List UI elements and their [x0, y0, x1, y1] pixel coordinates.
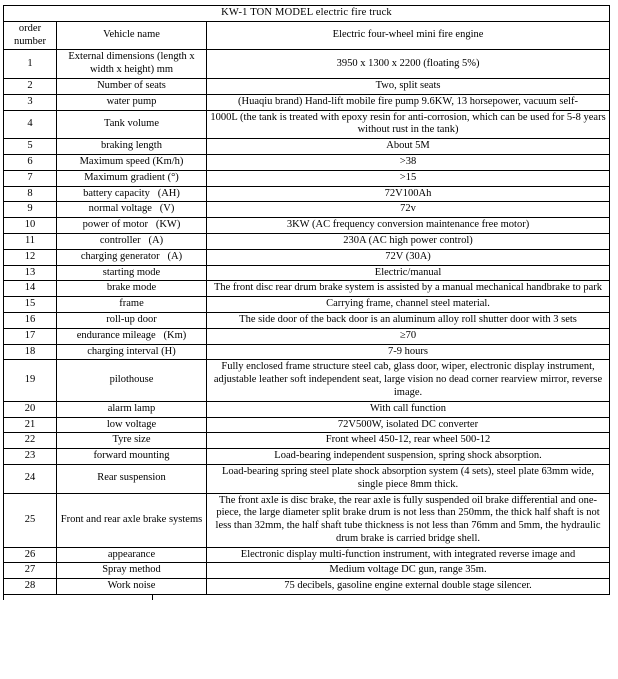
order-number-cell: 9 [4, 202, 57, 218]
spec-value-cell: 72V (30A) [207, 249, 610, 265]
vehicle-name-cell: water pump [57, 94, 207, 110]
vehicle-name-cell: low voltage [57, 417, 207, 433]
table-row [4, 449, 610, 465]
vehicle-name-cell: brake mode [57, 281, 207, 297]
order-number-cell: 13 [4, 265, 57, 281]
table-row [4, 401, 610, 417]
table-row [4, 464, 610, 493]
vehicle-name-cell: charging interval (H) [57, 344, 207, 360]
order-number-cell: 8 [4, 186, 57, 202]
table-row [4, 202, 610, 218]
vehicle-name-cell: braking length [57, 139, 207, 155]
vehicle-name-cell: pilothouse [57, 360, 207, 401]
spec-value-cell: >15 [207, 170, 610, 186]
table-row [4, 417, 610, 433]
order-number-cell: 15 [4, 297, 57, 313]
order-number-cell: 4 [4, 110, 57, 139]
order-number-cell: 16 [4, 312, 57, 328]
table-row [4, 493, 610, 547]
spec-value-cell: (Huaqiu brand) Hand-lift mobile fire pump 9.6KW, 13 horsepower, vacuum self- [207, 94, 610, 110]
spec-value-cell: 230A (AC high power control) [207, 233, 610, 249]
table-row [4, 433, 610, 449]
vehicle-name-cell: controller (A) [57, 233, 207, 249]
spec-value-cell: Fully enclosed frame structure steel cab, glass door, wiper, electronic display instrument, adjustable leather soft independent seat, large vision no dead corner rearview mirror, reverse image. [207, 360, 610, 401]
order-number-cell: 22 [4, 433, 57, 449]
spec-value-cell: Front wheel 450-12, rear wheel 500-12 [207, 433, 610, 449]
order-number-cell: 10 [4, 218, 57, 234]
table-row [4, 78, 610, 94]
table-row [4, 186, 610, 202]
vehicle-name-cell: Maximum speed (Km/h) [57, 154, 207, 170]
vehicle-name-cell: starting mode [57, 265, 207, 281]
spec-value-cell: Carrying frame, channel steel material. [207, 297, 610, 313]
header-vehicle-type: Electric four-wheel mini fire engine [207, 21, 610, 50]
order-number-cell: 6 [4, 154, 57, 170]
spec-value-cell: ≥70 [207, 328, 610, 344]
table-row [4, 50, 610, 79]
spec-table [3, 5, 610, 595]
spec-value-cell: >38 [207, 154, 610, 170]
spec-value-cell: The front axle is disc brake, the rear axle is fully suspended oil brake differential and one-piece, the large diameter split brake drum is not less than 250mm, the thick half shaft is not less than 32mm, the half shaft tube thickness is not less than 76mm and 5mm, the hydraulic drum brake is carried bridge shell. [207, 493, 610, 547]
spec-value-cell: Electronic display multi-function instrument, with integrated reverse image and [207, 547, 610, 563]
order-number-cell: 19 [4, 360, 57, 401]
vehicle-name-cell: Work noise [57, 579, 207, 595]
table-title: KW-1 TON MODEL electric fire truck [4, 6, 610, 22]
vehicle-name-cell: Tank volume [57, 110, 207, 139]
order-number-cell: 1 [4, 50, 57, 79]
spec-value-cell: Medium voltage DC gun, range 35m. [207, 563, 610, 579]
table-row [4, 547, 610, 563]
order-number-cell: 12 [4, 249, 57, 265]
order-number-cell: 20 [4, 401, 57, 417]
vehicle-name-cell: Rear suspension [57, 464, 207, 493]
table-row [4, 563, 610, 579]
order-number-cell: 5 [4, 139, 57, 155]
vehicle-name-cell: Front and rear axle brake systems [57, 493, 207, 547]
table-row [4, 170, 610, 186]
vehicle-name-cell: power of motor (KW) [57, 218, 207, 234]
spec-value-cell: 72V500W, isolated DC converter [207, 417, 610, 433]
table-bottom-mid-stub [152, 594, 153, 600]
vehicle-name-cell: Number of seats [57, 78, 207, 94]
header-vehicle-name: Vehicle name [57, 21, 207, 50]
table-row [4, 154, 610, 170]
vehicle-name-cell: External dimensions (length x width x height) mm [57, 50, 207, 79]
vehicle-name-cell: alarm lamp [57, 401, 207, 417]
order-number-cell: 2 [4, 78, 57, 94]
table-row [4, 328, 610, 344]
order-number-cell: 17 [4, 328, 57, 344]
spec-value-cell: The side door of the back door is an aluminum alloy roll shutter door with 3 sets [207, 312, 610, 328]
spec-value-cell: 1000L (the tank is treated with epoxy resin for anti-corrosion, which can be used for 5-8 years without rust in the tank) [207, 110, 610, 139]
spec-value-cell: 75 decibels, gasoline engine external double stage silencer. [207, 579, 610, 595]
spec-value-cell: Two, split seats [207, 78, 610, 94]
vehicle-name-cell: battery capacity (AH) [57, 186, 207, 202]
table-row [4, 265, 610, 281]
spec-value-cell: 7-9 hours [207, 344, 610, 360]
spec-value-cell: Electric/manual [207, 265, 610, 281]
table-row [4, 579, 610, 595]
vehicle-name-cell: Tyre size [57, 433, 207, 449]
order-number-cell: 23 [4, 449, 57, 465]
vehicle-name-cell: frame [57, 297, 207, 313]
order-number-cell: 21 [4, 417, 57, 433]
order-number-cell: 18 [4, 344, 57, 360]
order-number-cell: 25 [4, 493, 57, 547]
order-number-cell: 28 [4, 579, 57, 595]
order-number-cell: 7 [4, 170, 57, 186]
spec-value-cell: The front disc rear drum brake system is assisted by a manual mechanical handbrake to park [207, 281, 610, 297]
order-number-cell: 26 [4, 547, 57, 563]
table-row [4, 281, 610, 297]
table-row [4, 139, 610, 155]
header-order-number: order number [4, 21, 57, 50]
table-row [4, 94, 610, 110]
order-number-cell: 24 [4, 464, 57, 493]
table-row [4, 249, 610, 265]
vehicle-name-cell: charging generator (A) [57, 249, 207, 265]
order-number-cell: 3 [4, 94, 57, 110]
title-row [4, 6, 610, 22]
table-row [4, 360, 610, 401]
table-row [4, 233, 610, 249]
vehicle-name-cell: appearance [57, 547, 207, 563]
spec-value-cell: 3KW (AC frequency conversion maintenance free motor) [207, 218, 610, 234]
spec-value-cell: About 5M [207, 139, 610, 155]
spec-value-cell: Load-bearing spring steel plate shock absorption system (4 sets), steel plate 63mm wide, single piece 8mm thick. [207, 464, 610, 493]
vehicle-name-cell: Maximum gradient (°) [57, 170, 207, 186]
table-bottom-left-stub [3, 594, 4, 600]
vehicle-name-cell: forward mounting [57, 449, 207, 465]
spec-value-cell: With call function [207, 401, 610, 417]
table-row [4, 344, 610, 360]
order-number-cell: 11 [4, 233, 57, 249]
vehicle-name-cell: roll-up door [57, 312, 207, 328]
spec-value-cell: 72v [207, 202, 610, 218]
vehicle-name-cell: endurance mileage (Km) [57, 328, 207, 344]
table-row [4, 110, 610, 139]
header-row [4, 21, 610, 50]
spec-value-cell: Load-bearing independent suspension, spring shock absorption. [207, 449, 610, 465]
vehicle-name-cell: Spray method [57, 563, 207, 579]
vehicle-name-cell: normal voltage (V) [57, 202, 207, 218]
table-row [4, 297, 610, 313]
table-row [4, 312, 610, 328]
order-number-cell: 27 [4, 563, 57, 579]
table-row [4, 218, 610, 234]
spec-value-cell: 3950 x 1300 x 2200 (floating 5%) [207, 50, 610, 79]
spec-value-cell: 72V100Ah [207, 186, 610, 202]
order-number-cell: 14 [4, 281, 57, 297]
